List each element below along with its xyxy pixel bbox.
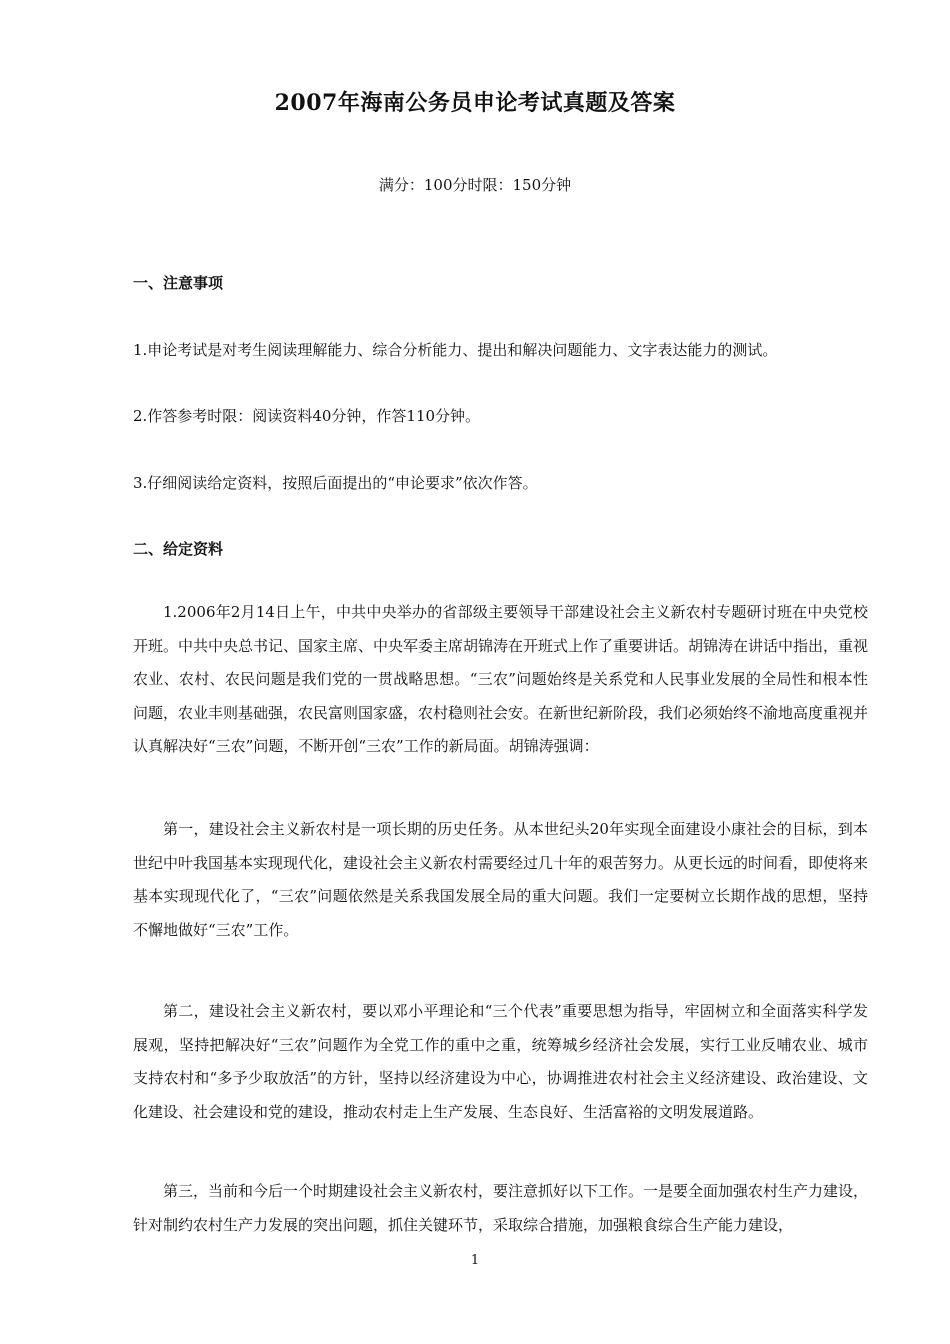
material-paragraph-4: 第三，当前和今后一个时期建设社会主义新农村，要注意抓好以下工作。一是要全面加强农村生产力建设，针对制约农村生产力发展的突出问题，抓住关键环节，采取综合措施，加强粮食综合生产能力建设， [133,1182,869,1234]
note-item-3: 3.仔细阅读给定资料，按照后面提出的“申论要求”依次作答。 [133,474,538,492]
material-paragraph-1: 1.2006年2月14日上午，中共中央举办的省部级主要领导干部建设社会主义新农村专题研讨班在中央党校开班。中共中央总书记、国家主席、中央军委主席胡锦涛在开班式上作了重要讲话。胡锦涛在讲话中指出，重视农业、农村、农民问题是我们党的一贯战略思想。“三农”问题始终是关系党和人民事业发展的全局性和根本性问题，农业丰则基础强，农民富则国家盛，农村稳则社会安。在新世纪新阶段，我们必须始终不渝地高度重视并认真解决好“三农”问题，不断开创“三农”工作的新局面。胡锦涛强调： [133,603,869,755]
material-paragraph-2: 第一，建设社会主义新农村是一项长期的历史任务。从本世纪头20年实现全面建设小康社会的目标，到本世纪中叶我国基本实现现代化，建设社会主义新农村需要经过几十年的艰苦努力。从更长远的时间看，即使将来基本实现现代化了，“三农”问题依然是关系我国发展全局的重大问题。我们一定要树立长期作战的思想，坚持不懈地做好“三农”工作。 [133,820,869,939]
note-item-1: 1.申论考试是对考生阅读理解能力、综合分析能力、提出和解决问题能力、文字表达能力的测试。 [133,341,778,359]
exam-info: 满分：100分时限：150分钟 [378,176,572,194]
material-paragraph-3: 第二，建设社会主义新农村，要以邓小平理论和“三个代表”重要思想为指导，牢固树立和全面落实科学发展观，坚持把解决好“三农”问题作为全党工作的重中之重，统筹城乡经济社会发展，实行工业反哺农业、城市支持农村和“多予少取放活”的方针，坚持以经济建设为中心，协调推进农村社会主义经济建设、政治建设、文化建设、社会建设和党的建设，推动农村走上生产发展、生态良好、生活富裕的文明发展道路。 [133,1002,868,1121]
document-title: 2007年海南公务员申论考试真题及答案 [274,90,676,116]
section-heading-notes: 一、注意事项 [133,274,224,292]
page-number: 1 [470,1253,480,1268]
section-heading-materials: 二、给定资料 [133,540,224,558]
note-item-2: 2.作答参考时限：阅读资料40分钟，作答110分钟。 [133,407,481,425]
